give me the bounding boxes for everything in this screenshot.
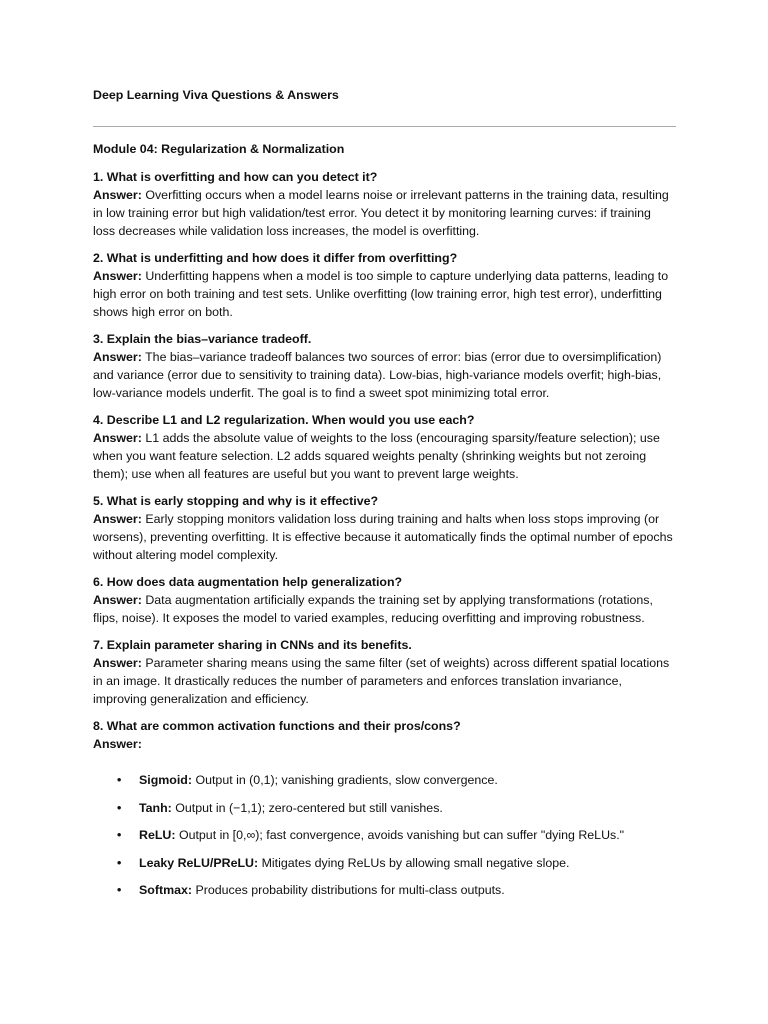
activation-description: Output in (0,1); vanishing gradients, slow convergence.: [195, 773, 498, 787]
answer-label-5: Answer:: [93, 512, 142, 526]
question-6: 6. How does data augmentation help generalization?: [93, 575, 403, 589]
question-8: 8. What are common activation functions and their pros/cons?: [93, 719, 461, 733]
answer-1: Overfitting occurs when a model learns noise or irrelevant patterns in the training data, resulting in low training error but high validation/test error. You detect it by monitoring learning curves: if training loss decreases while validation loss increases, the model is overfitting.: [93, 188, 669, 238]
activation-description: Mitigates dying ReLUs by allowing small negative slope.: [261, 855, 570, 870]
answer-label-6: Answer:: [93, 593, 142, 607]
bullet-icon: •: [117, 883, 122, 897]
answer-label-8: Answer:: [93, 737, 142, 751]
bullet-icon: •: [117, 855, 122, 870]
activation-description: Output in (−1,1); zero-centered but still vanishes.: [175, 800, 443, 815]
answer-3: The bias–variance tradeoff balances two sources of error: bias (error due to oversimplification) and variance (error due to sensitivity to training data). Low-bias, high-variance models overfit; high-bias, low-variance models underfit. The goal is to find a sweet spot minimizing total error.: [93, 350, 662, 400]
qa-item-7: [93, 636, 676, 708]
qa-item-6: [93, 573, 676, 627]
question-1: 1. What is overfitting and how can you detect it?: [93, 170, 378, 184]
qa-item-1: [93, 168, 676, 240]
question-5: 5. What is early stopping and why is it effective?: [93, 494, 379, 508]
qa-item-3: [93, 330, 676, 402]
activation-function-list: [93, 771, 676, 899]
answer-6: Data augmentation artificially expands the training set by applying transformations (rotations, flips, noise). It exposes the model to varied examples, reducing overfitting and improving robustness.: [93, 593, 653, 625]
list-item-softmax: [93, 881, 676, 899]
answer-4: L1 adds the absolute value of weights to the loss (encouraging sparsity/feature selection); use when you want feature selection. L2 adds squared weights penalty (shrinking weights but not zeroing them); use when all features are useful but you want to prevent large weights.: [93, 431, 660, 481]
activation-description: Output in [0,∞); fast convergence, avoids vanishing but can suffer "dying ReLUs.": [178, 828, 625, 842]
qa-item-8: [93, 717, 676, 899]
title-divider: [93, 126, 676, 127]
list-item-sigmoid: [93, 771, 676, 789]
bullet-icon: •: [117, 828, 122, 842]
qa-item-2: [93, 249, 676, 321]
question-3: 3. Explain the bias–variance tradeoff.: [93, 332, 312, 346]
qa-item-4: [93, 411, 676, 483]
list-item-tanh: [93, 799, 676, 817]
question-4: 4. Describe L1 and L2 regularization. When would you use each?: [93, 413, 475, 427]
activation-term: Leaky ReLU/PReLU:: [139, 855, 259, 870]
qa-item-5: [93, 492, 676, 564]
question-7: 7. Explain parameter sharing in CNNs and its benefits.: [93, 638, 412, 652]
list-item-leaky-relu: [93, 854, 676, 872]
answer-5: Early stopping monitors validation loss during training and halts when loss stops improving (or worsens), preventing overfitting. It is effective because it automatically finds the optimal number of epochs without altering model complexity.: [93, 512, 673, 562]
bullet-icon: •: [117, 800, 122, 815]
document-title: Deep Learning Viva Questions & Answers: [93, 88, 339, 102]
bullet-icon: •: [117, 773, 122, 787]
question-2: 2. What is underfitting and how does it differ from overfitting?: [93, 251, 458, 265]
answer-label-4: Answer:: [93, 431, 142, 445]
answer-label-1: Answer:: [93, 188, 142, 202]
answer-2: Underfitting happens when a model is too simple to capture underlying data patterns, leading to high error on both training and test sets. Unlike overfitting (low training error, high test error), underfitting shows high error on both.: [93, 269, 669, 319]
document-page: [93, 86, 676, 909]
answer-label-3: Answer:: [93, 350, 142, 364]
list-item-relu: [93, 826, 676, 844]
activation-description: Produces probability distributions for multi-class outputs.: [195, 883, 505, 897]
answer-label-7: Answer:: [93, 656, 142, 670]
activation-term: ReLU:: [139, 828, 176, 842]
answer-label-2: Answer:: [93, 269, 142, 283]
activation-term: Sigmoid:: [139, 773, 192, 787]
activation-term: Softmax:: [139, 883, 193, 897]
answer-7: Parameter sharing means using the same filter (set of weights) across different spatial locations in an image. It drastically reduces the number of parameters and enforces translation invariance, improving generalization and efficiency.: [93, 656, 670, 706]
module-heading: Module 04: Regularization & Normalization: [93, 142, 345, 156]
activation-term: Tanh:: [139, 800, 172, 815]
